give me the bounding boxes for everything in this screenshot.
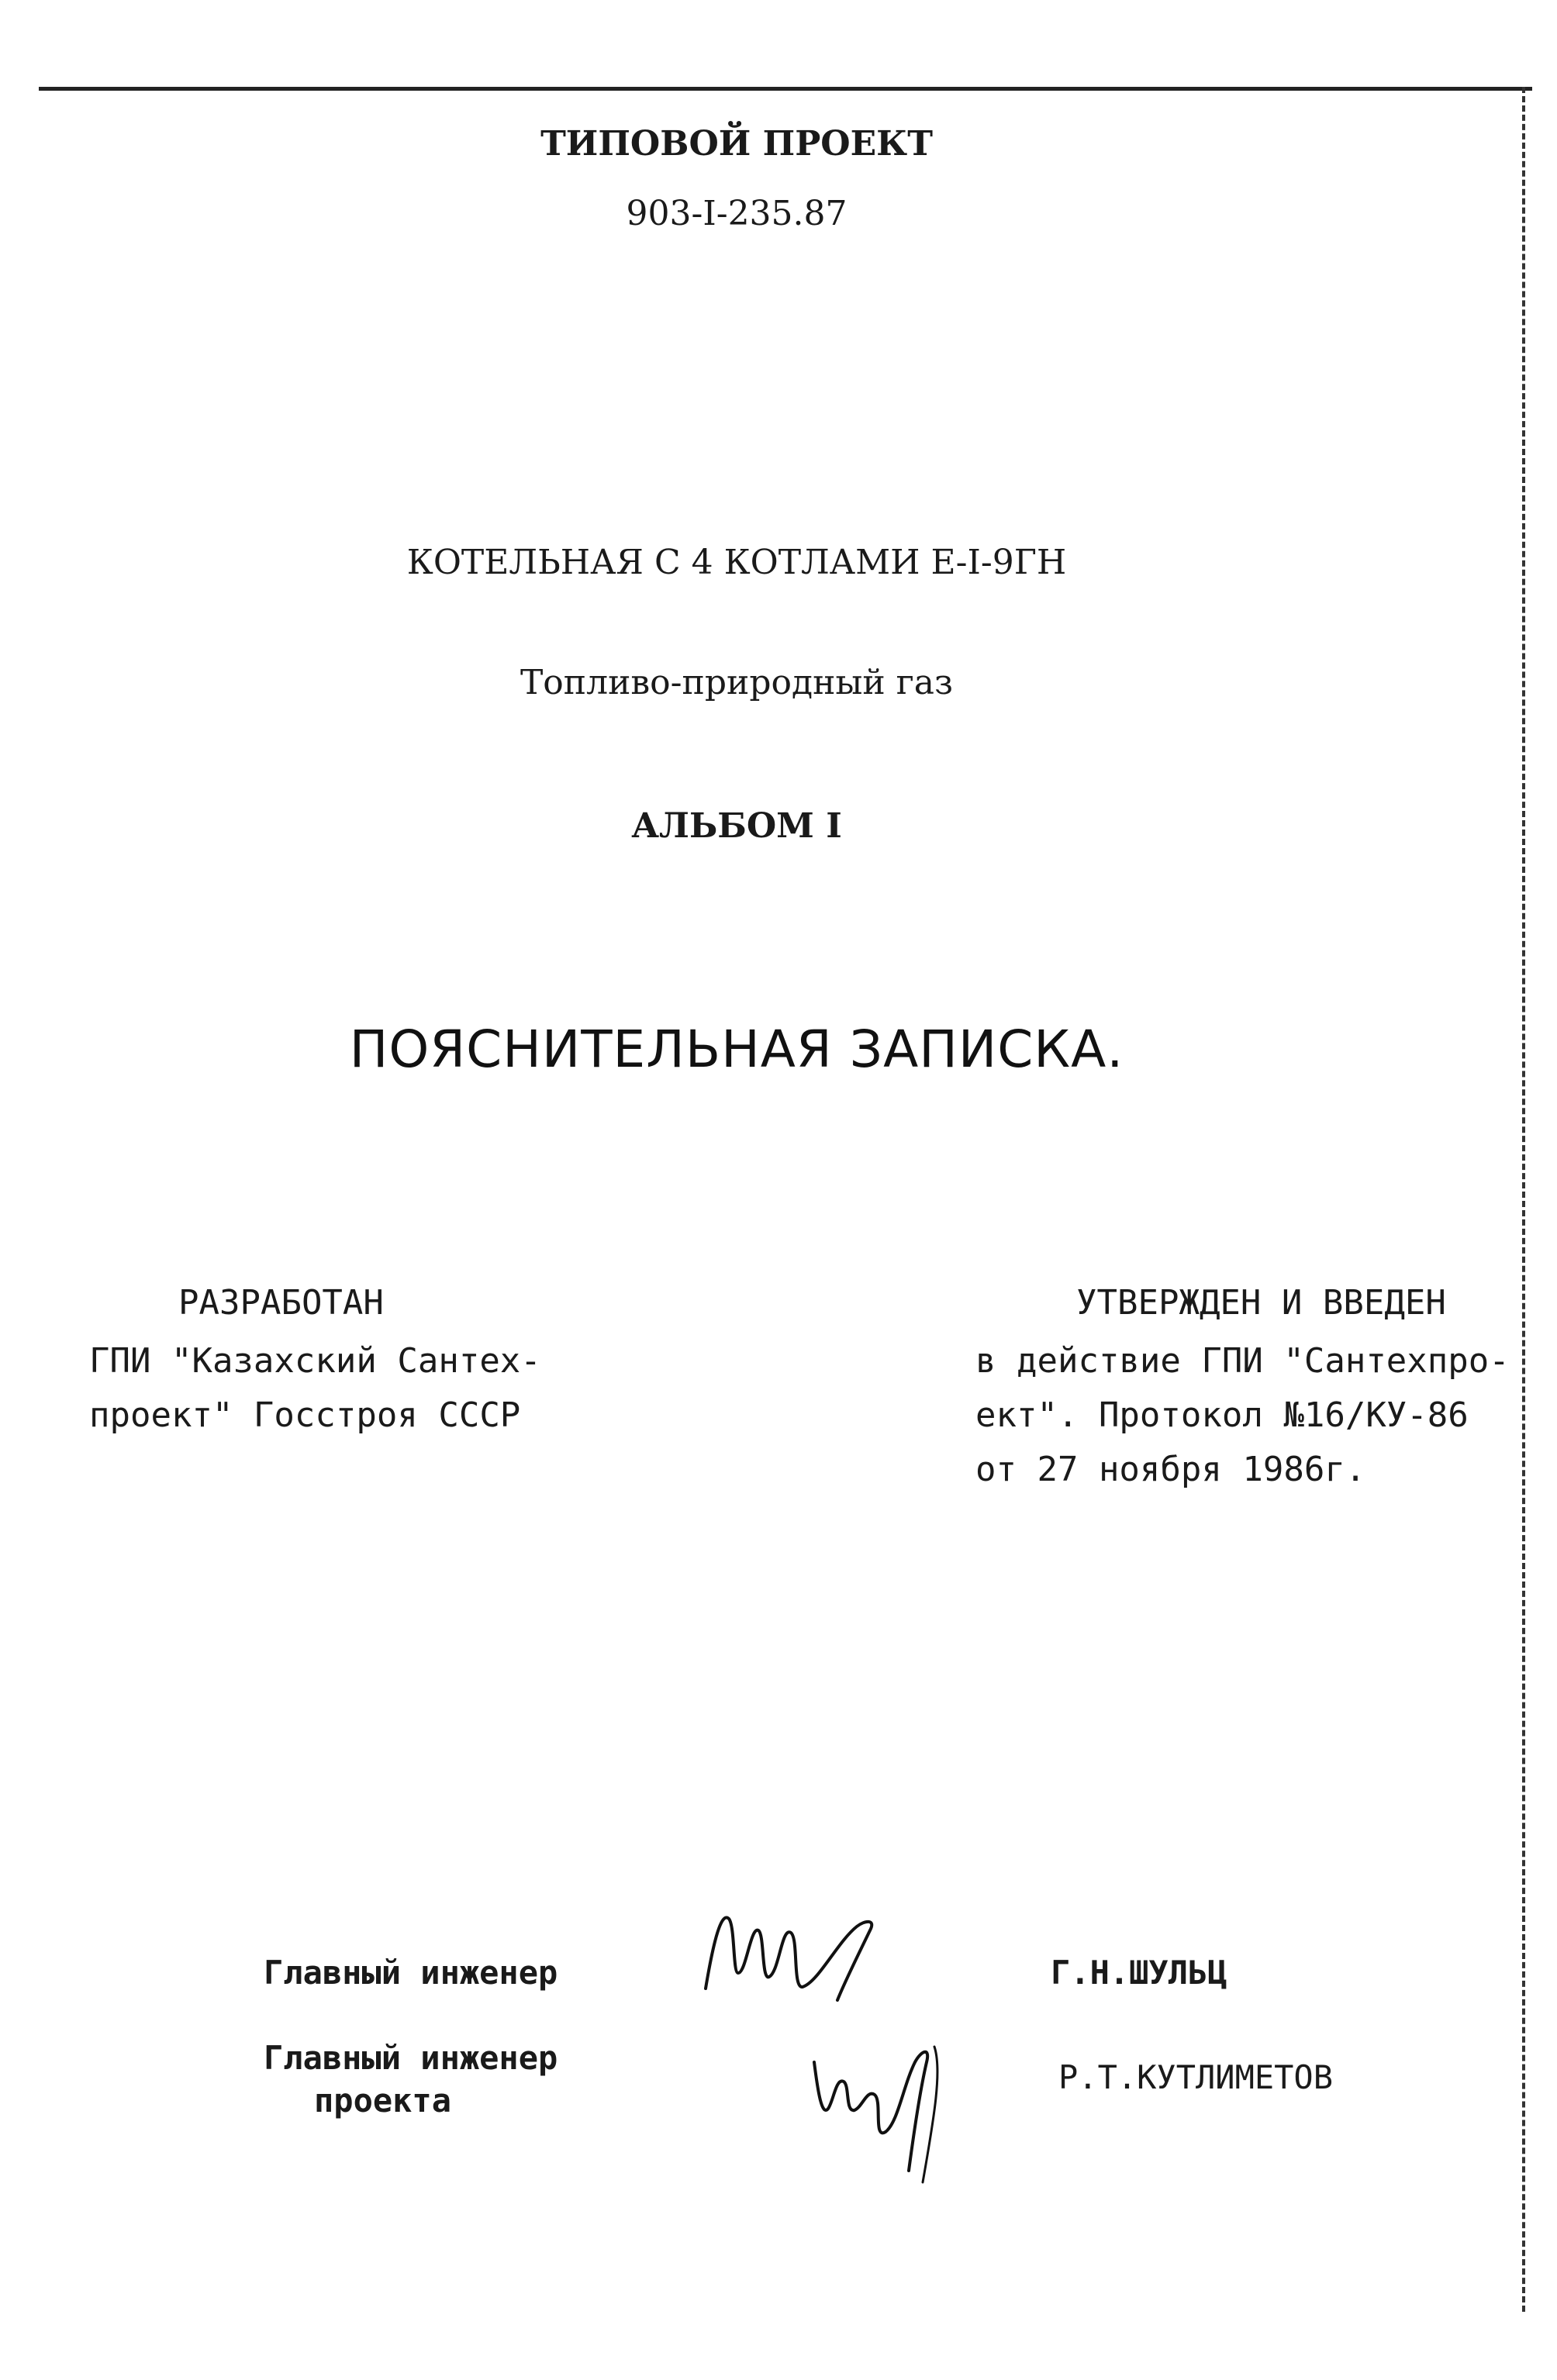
project-number: 903-I-235.87 bbox=[626, 194, 848, 233]
developed-line-1: ГПИ "Казахский Сантех- bbox=[89, 1341, 541, 1381]
chief-engineer-role: Главный инженер bbox=[264, 1954, 558, 1992]
project-engineer-role-1: Главный инженер bbox=[264, 2039, 558, 2077]
chief-engineer-name: Г.Н.ШУЛЬЦ bbox=[1051, 1954, 1227, 1992]
frame-top-border bbox=[39, 87, 1532, 91]
developed-heading: РАЗРАБОТАН bbox=[178, 1283, 384, 1323]
album-number: АЛЬБОМ I bbox=[631, 806, 842, 846]
boiler-title: КОТЕЛЬНАЯ С 4 КОТЛАМИ Е-I-9ГН bbox=[406, 543, 1067, 582]
document-title: ПОЯСНИТЕЛЬНАЯ ЗАПИСКА. bbox=[349, 1019, 1124, 1079]
developed-line-2: проект" Госстроя СССР bbox=[89, 1395, 521, 1435]
frame-right-border bbox=[1522, 87, 1525, 2312]
approved-heading: УТВЕРЖДЕН И ВВЕДЕН bbox=[1076, 1283, 1446, 1323]
approved-line-2: ект". Протокол №16/КУ-86 bbox=[975, 1395, 1469, 1435]
project-engineer-signature bbox=[799, 2016, 977, 2194]
fuel-line: Топливо-природный газ bbox=[520, 663, 954, 702]
approved-line-3: от 27 ноября 1986г. bbox=[975, 1450, 1366, 1489]
project-engineer-role-2: проекта bbox=[314, 2082, 452, 2120]
chief-engineer-signature bbox=[690, 1895, 907, 2012]
project-engineer-name: Р.Т.КУТЛИМЕТОВ bbox=[1058, 2058, 1334, 2096]
project-type: ТИПОВОЙ ПРОЕКТ bbox=[540, 124, 933, 164]
approved-line-1: в действие ГПИ "Сантехпро- bbox=[975, 1341, 1510, 1381]
